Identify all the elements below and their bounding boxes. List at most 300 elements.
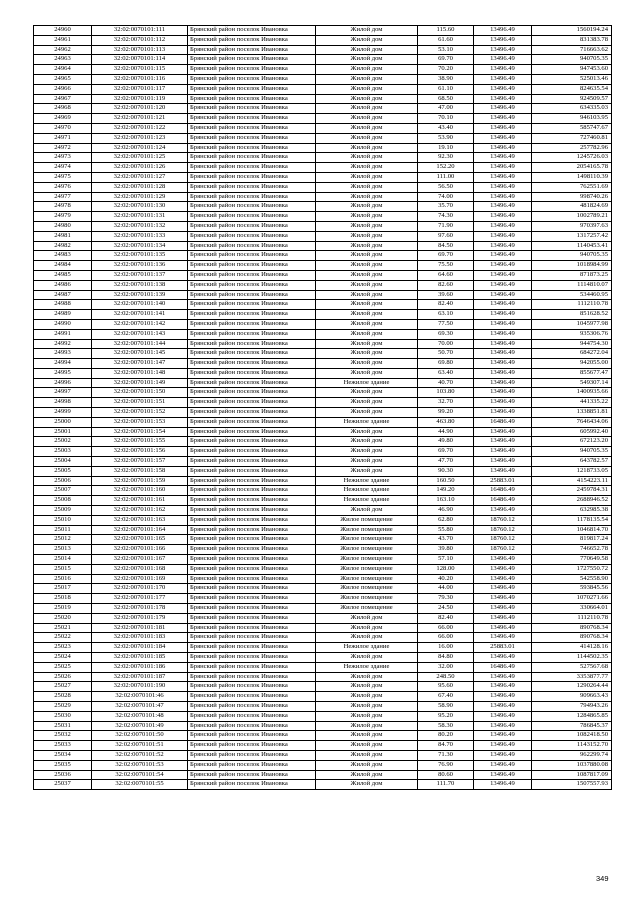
specific-value-cell: 13496.49 xyxy=(474,261,532,271)
table-row xyxy=(34,594,612,604)
specific-value-cell: 13496.49 xyxy=(474,466,532,476)
table-row xyxy=(34,123,612,133)
row-number-cell: 24988 xyxy=(34,300,92,310)
cadastral-value-cell: 786845.37 xyxy=(532,721,612,731)
area-cell: 82.60 xyxy=(418,280,474,290)
object-type-cell: Жилой дом xyxy=(316,114,418,124)
address-cell: Брянский район поселок Ивановка xyxy=(188,35,316,45)
table-row xyxy=(34,417,612,427)
specific-value-cell: 13496.49 xyxy=(474,55,532,65)
cadastral-value-cell: 1400935.66 xyxy=(532,388,612,398)
area-cell: 149.20 xyxy=(418,486,474,496)
area-cell: 39.80 xyxy=(418,545,474,555)
specific-value-cell: 13496.49 xyxy=(474,721,532,731)
table-row xyxy=(34,182,612,192)
cadastral-value-cell: 1114810.07 xyxy=(532,280,612,290)
address-cell: Брянский район поселок Ивановка xyxy=(188,741,316,751)
address-cell: Брянский район поселок Ивановка xyxy=(188,613,316,623)
address-cell: Брянский район поселок Ивановка xyxy=(188,770,316,780)
row-number-cell: 24975 xyxy=(34,172,92,182)
row-number-cell: 25021 xyxy=(34,623,92,633)
cadastral-number-cell: 32:02:0070101:119 xyxy=(92,94,188,104)
table-row xyxy=(34,349,612,359)
table-row xyxy=(34,486,612,496)
area-cell: 39.60 xyxy=(418,290,474,300)
area-cell: 69.70 xyxy=(418,55,474,65)
object-type-cell: Жилое помещение xyxy=(316,555,418,565)
table-row xyxy=(34,143,612,153)
area-cell: 70.10 xyxy=(418,114,474,124)
address-cell: Брянский район поселок Ивановка xyxy=(188,270,316,280)
cadastral-value-cell: 330664.01 xyxy=(532,604,612,614)
specific-value-cell: 13496.49 xyxy=(474,653,532,663)
area-cell: 90.30 xyxy=(418,466,474,476)
cadastral-number-cell: 32:02:0070101:150 xyxy=(92,388,188,398)
address-cell: Брянский район поселок Ивановка xyxy=(188,251,316,261)
area-cell: 71.90 xyxy=(418,221,474,231)
specific-value-cell: 13496.49 xyxy=(474,251,532,261)
object-type-cell: Жилой дом xyxy=(316,437,418,447)
cadastral-value-cell: 1507557.93 xyxy=(532,780,612,790)
cadastral-number-cell: 32:02:0070101:133 xyxy=(92,231,188,241)
cadastral-number-cell: 32:02:0070101:166 xyxy=(92,545,188,555)
object-type-cell: Жилой дом xyxy=(316,770,418,780)
cadastral-number-cell: 32:02:0070101:138 xyxy=(92,280,188,290)
specific-value-cell: 13496.49 xyxy=(474,408,532,418)
cadastral-value-cell: 672123.20 xyxy=(532,437,612,447)
table-row xyxy=(34,662,612,672)
area-cell: 55.80 xyxy=(418,525,474,535)
cadastral-value-cell: 1143152.70 xyxy=(532,741,612,751)
cadastral-value-cell: 593845.56 xyxy=(532,584,612,594)
specific-value-cell: 13496.49 xyxy=(474,35,532,45)
table-row xyxy=(34,564,612,574)
row-number-cell: 25014 xyxy=(34,555,92,565)
address-cell: Брянский район поселок Ивановка xyxy=(188,388,316,398)
cadastral-value-cell: 1338851.81 xyxy=(532,408,612,418)
specific-value-cell: 13496.49 xyxy=(474,319,532,329)
object-type-cell: Жилой дом xyxy=(316,633,418,643)
address-cell: Брянский район поселок Ивановка xyxy=(188,525,316,535)
table-row xyxy=(34,515,612,525)
table-row xyxy=(34,163,612,173)
row-number-cell: 24968 xyxy=(34,104,92,114)
table-row xyxy=(34,731,612,741)
specific-value-cell: 13496.49 xyxy=(474,741,532,751)
table-row xyxy=(34,55,612,65)
cadastral-number-cell: 32:02:0070101:125 xyxy=(92,153,188,163)
table-row xyxy=(34,280,612,290)
row-number-cell: 25001 xyxy=(34,427,92,437)
address-cell: Брянский район поселок Ивановка xyxy=(188,290,316,300)
cadastral-value-cell: 855677.47 xyxy=(532,368,612,378)
specific-value-cell: 13496.49 xyxy=(474,584,532,594)
cadastral-value-cell: 1178135.54 xyxy=(532,515,612,525)
area-cell: 115.60 xyxy=(418,26,474,36)
row-number-cell: 24986 xyxy=(34,280,92,290)
specific-value-cell: 13496.49 xyxy=(474,290,532,300)
cadastral-number-cell: 32:02:0070101:52 xyxy=(92,750,188,760)
table-row xyxy=(34,388,612,398)
area-cell: 19.10 xyxy=(418,143,474,153)
cadastral-value-cell: 871873.25 xyxy=(532,270,612,280)
address-cell: Брянский район поселок Ивановка xyxy=(188,653,316,663)
cadastral-value-table xyxy=(33,25,612,790)
object-type-cell: Жилое помещение xyxy=(316,535,418,545)
cadastral-number-cell: 32:02:0070101:170 xyxy=(92,584,188,594)
object-type-cell: Жилой дом xyxy=(316,133,418,143)
object-type-cell: Жилой дом xyxy=(316,241,418,251)
row-number-cell: 24977 xyxy=(34,192,92,202)
cadastral-number-cell: 32:02:0070101:55 xyxy=(92,780,188,790)
cadastral-value-cell: 1112110.78 xyxy=(532,613,612,623)
cadastral-number-cell: 32:02:0070101:163 xyxy=(92,515,188,525)
row-number-cell: 24983 xyxy=(34,251,92,261)
row-number-cell: 24976 xyxy=(34,182,92,192)
table-row xyxy=(34,192,612,202)
object-type-cell: Нежилое здание xyxy=(316,662,418,672)
cadastral-value-cell: 1082418.50 xyxy=(532,731,612,741)
cadastral-number-cell: 32:02:0070101:54 xyxy=(92,770,188,780)
address-cell: Брянский район поселок Ивановка xyxy=(188,672,316,682)
area-cell: 32.70 xyxy=(418,398,474,408)
table-row xyxy=(34,672,612,682)
object-type-cell: Жилой дом xyxy=(316,349,418,359)
cadastral-value-cell: 1087817.09 xyxy=(532,770,612,780)
row-number-cell: 24978 xyxy=(34,202,92,212)
table-row xyxy=(34,104,612,114)
row-number-cell: 24994 xyxy=(34,359,92,369)
row-number-cell: 24995 xyxy=(34,368,92,378)
cadastral-number-cell: 32:02:0070101:51 xyxy=(92,741,188,751)
specific-value-cell: 13496.49 xyxy=(474,172,532,182)
table-row xyxy=(34,378,612,388)
specific-value-cell: 18760.12 xyxy=(474,545,532,555)
cadastral-number-cell: 32:02:0070101:181 xyxy=(92,623,188,633)
cadastral-number-cell: 32:02:0070101:157 xyxy=(92,457,188,467)
object-type-cell: Нежилое здание xyxy=(316,486,418,496)
table-row xyxy=(34,261,612,271)
address-cell: Брянский район поселок Ивановка xyxy=(188,143,316,153)
table-row xyxy=(34,84,612,94)
area-cell: 44.90 xyxy=(418,427,474,437)
address-cell: Брянский район поселок Ивановка xyxy=(188,339,316,349)
object-type-cell: Жилой дом xyxy=(316,613,418,623)
cadastral-value-cell: 831383.78 xyxy=(532,35,612,45)
address-cell: Брянский район поселок Ивановка xyxy=(188,564,316,574)
row-number-cell: 24960 xyxy=(34,26,92,36)
specific-value-cell: 13496.49 xyxy=(474,114,532,124)
address-cell: Брянский район поселок Ивановка xyxy=(188,604,316,614)
address-cell: Брянский район поселок Ивановка xyxy=(188,368,316,378)
row-number-cell: 25017 xyxy=(34,584,92,594)
table-row xyxy=(34,300,612,310)
cadastral-number-cell: 32:02:0070101:120 xyxy=(92,104,188,114)
area-cell: 160.50 xyxy=(418,476,474,486)
specific-value-cell: 13496.49 xyxy=(474,65,532,75)
specific-value-cell: 13496.49 xyxy=(474,633,532,643)
table-row xyxy=(34,457,612,467)
row-number-cell: 25004 xyxy=(34,457,92,467)
address-cell: Брянский район поселок Ивановка xyxy=(188,662,316,672)
row-number-cell: 25020 xyxy=(34,613,92,623)
row-number-cell: 25019 xyxy=(34,604,92,614)
cadastral-value-cell: 414128.16 xyxy=(532,643,612,653)
cadastral-value-cell: 534460.95 xyxy=(532,290,612,300)
table-row xyxy=(34,476,612,486)
row-number-cell: 25007 xyxy=(34,486,92,496)
object-type-cell: Жилой дом xyxy=(316,339,418,349)
specific-value-cell: 13496.49 xyxy=(474,388,532,398)
table-row xyxy=(34,114,612,124)
cadastral-number-cell: 32:02:0070101:159 xyxy=(92,476,188,486)
address-cell: Брянский район поселок Ивановка xyxy=(188,584,316,594)
specific-value-cell: 13496.49 xyxy=(474,182,532,192)
cadastral-value-cell: 890768.34 xyxy=(532,633,612,643)
address-cell: Брянский район поселок Ивановка xyxy=(188,701,316,711)
cadastral-number-cell: 32:02:0070101:50 xyxy=(92,731,188,741)
address-cell: Брянский район поселок Ивановка xyxy=(188,721,316,731)
row-number-cell: 24973 xyxy=(34,153,92,163)
cadastral-value-cell: 1290264.44 xyxy=(532,682,612,692)
cadastral-value-cell: 1046814.70 xyxy=(532,525,612,535)
object-type-cell: Нежилое здание xyxy=(316,643,418,653)
specific-value-cell: 16486.49 xyxy=(474,417,532,427)
address-cell: Брянский район поселок Ивановка xyxy=(188,280,316,290)
area-cell: 128.00 xyxy=(418,564,474,574)
area-cell: 69.70 xyxy=(418,447,474,457)
area-cell: 49.80 xyxy=(418,437,474,447)
object-type-cell: Жилой дом xyxy=(316,143,418,153)
object-type-cell: Жилой дом xyxy=(316,261,418,271)
row-number-cell: 24961 xyxy=(34,35,92,45)
address-cell: Брянский район поселок Ивановка xyxy=(188,231,316,241)
object-type-cell: Жилой дом xyxy=(316,231,418,241)
cadastral-number-cell: 32:02:0070101:186 xyxy=(92,662,188,672)
specific-value-cell: 16486.49 xyxy=(474,496,532,506)
specific-value-cell: 13496.49 xyxy=(474,368,532,378)
specific-value-cell: 13496.49 xyxy=(474,682,532,692)
area-cell: 53.10 xyxy=(418,45,474,55)
row-number-cell: 25026 xyxy=(34,672,92,682)
cadastral-number-cell: 32:02:0070101:46 xyxy=(92,692,188,702)
specific-value-cell: 13496.49 xyxy=(474,84,532,94)
area-cell: 163.10 xyxy=(418,496,474,506)
specific-value-cell: 13496.49 xyxy=(474,45,532,55)
object-type-cell: Жилой дом xyxy=(316,270,418,280)
cadastral-number-cell: 32:02:0070101:135 xyxy=(92,251,188,261)
area-cell: 111.70 xyxy=(418,780,474,790)
cadastral-number-cell: 32:02:0070101:158 xyxy=(92,466,188,476)
object-type-cell: Жилой дом xyxy=(316,123,418,133)
cadastral-value-cell: 1144502.35 xyxy=(532,653,612,663)
row-number-cell: 24982 xyxy=(34,241,92,251)
cadastral-value-cell: 946103.95 xyxy=(532,114,612,124)
address-cell: Брянский район поселок Ивановка xyxy=(188,496,316,506)
cadastral-number-cell: 32:02:0070101:130 xyxy=(92,202,188,212)
specific-value-cell: 13496.49 xyxy=(474,672,532,682)
table-row xyxy=(34,270,612,280)
cadastral-value-cell: 940705.35 xyxy=(532,251,612,261)
specific-value-cell: 13496.49 xyxy=(474,94,532,104)
row-number-cell: 24989 xyxy=(34,310,92,320)
table-row xyxy=(34,368,612,378)
cadastral-number-cell: 32:02:0070101:153 xyxy=(92,417,188,427)
cadastral-value-cell: 4154223.11 xyxy=(532,476,612,486)
cadastral-number-cell: 32:02:0070101:167 xyxy=(92,555,188,565)
object-type-cell: Жилой дом xyxy=(316,163,418,173)
table-row xyxy=(34,437,612,447)
cadastral-value-cell: 1140453.41 xyxy=(532,241,612,251)
cadastral-number-cell: 32:02:0070101:141 xyxy=(92,310,188,320)
area-cell: 68.50 xyxy=(418,94,474,104)
address-cell: Брянский район поселок Ивановка xyxy=(188,84,316,94)
address-cell: Брянский район поселок Ивановка xyxy=(188,535,316,545)
table-row xyxy=(34,770,612,780)
cadastral-value-cell: 1498110.39 xyxy=(532,172,612,182)
address-cell: Брянский район поселок Ивановка xyxy=(188,711,316,721)
row-number-cell: 25031 xyxy=(34,721,92,731)
cadastral-value-cell: 481824.69 xyxy=(532,202,612,212)
address-cell: Брянский район поселок Ивановка xyxy=(188,55,316,65)
specific-value-cell: 25883.01 xyxy=(474,476,532,486)
cadastral-number-cell: 32:02:0070101:117 xyxy=(92,84,188,94)
cadastral-value-cell: 1070271.66 xyxy=(532,594,612,604)
cadastral-number-cell: 32:02:0070101:151 xyxy=(92,398,188,408)
address-cell: Брянский район поселок Ивановка xyxy=(188,104,316,114)
address-cell: Брянский район поселок Ивановка xyxy=(188,241,316,251)
area-cell: 69.30 xyxy=(418,329,474,339)
cadastral-number-cell: 32:02:0070101:152 xyxy=(92,408,188,418)
object-type-cell: Жилой дом xyxy=(316,290,418,300)
specific-value-cell: 13496.49 xyxy=(474,457,532,467)
area-cell: 58.90 xyxy=(418,701,474,711)
area-cell: 53.90 xyxy=(418,133,474,143)
cadastral-number-cell: 32:02:0070101:129 xyxy=(92,192,188,202)
table-row xyxy=(34,535,612,545)
object-type-cell: Жилой дом xyxy=(316,202,418,212)
table-row xyxy=(34,711,612,721)
specific-value-cell: 13496.49 xyxy=(474,241,532,251)
specific-value-cell: 18760.12 xyxy=(474,525,532,535)
specific-value-cell: 13496.49 xyxy=(474,506,532,516)
specific-value-cell: 13496.49 xyxy=(474,398,532,408)
row-number-cell: 24970 xyxy=(34,123,92,133)
table-row xyxy=(34,45,612,55)
table-row xyxy=(34,133,612,143)
row-number-cell: 25028 xyxy=(34,692,92,702)
area-cell: 84.50 xyxy=(418,241,474,251)
cadastral-number-cell: 32:02:0070101:124 xyxy=(92,143,188,153)
cadastral-value-cell: 2054165.78 xyxy=(532,163,612,173)
cadastral-value-cell: 2688946.52 xyxy=(532,496,612,506)
cadastral-value-cell: 585747.67 xyxy=(532,123,612,133)
specific-value-cell: 13496.49 xyxy=(474,574,532,584)
cadastral-value-cell: 3353877.77 xyxy=(532,672,612,682)
object-type-cell: Жилой дом xyxy=(316,329,418,339)
row-number-cell: 25005 xyxy=(34,466,92,476)
cadastral-value-cell: 1112110.78 xyxy=(532,300,612,310)
cadastral-value-cell: 924509.57 xyxy=(532,94,612,104)
object-type-cell: Жилой дом xyxy=(316,672,418,682)
cadastral-value-cell: 998740.26 xyxy=(532,192,612,202)
cadastral-value-cell: 257782.96 xyxy=(532,143,612,153)
address-cell: Брянский район поселок Ивановка xyxy=(188,545,316,555)
table-row xyxy=(34,310,612,320)
specific-value-cell: 13496.49 xyxy=(474,74,532,84)
area-cell: 47.70 xyxy=(418,457,474,467)
address-cell: Брянский район поселок Ивановка xyxy=(188,153,316,163)
object-type-cell: Жилой дом xyxy=(316,427,418,437)
row-number-cell: 25018 xyxy=(34,594,92,604)
table-row xyxy=(34,741,612,751)
area-cell: 76.90 xyxy=(418,760,474,770)
address-cell: Брянский район поселок Ивановка xyxy=(188,45,316,55)
address-cell: Брянский район поселок Ивановка xyxy=(188,437,316,447)
cadastral-number-cell: 32:02:0070101:111 xyxy=(92,26,188,36)
object-type-cell: Жилой дом xyxy=(316,74,418,84)
cadastral-value-cell: 940705.35 xyxy=(532,55,612,65)
table-row xyxy=(34,525,612,535)
table-row xyxy=(34,613,612,623)
row-number-cell: 25033 xyxy=(34,741,92,751)
address-cell: Брянский район поселок Ивановка xyxy=(188,506,316,516)
specific-value-cell: 13496.49 xyxy=(474,555,532,565)
area-cell: 43.70 xyxy=(418,535,474,545)
row-number-cell: 25009 xyxy=(34,506,92,516)
cadastral-number-cell: 32:02:0070101:148 xyxy=(92,368,188,378)
cadastral-value-cell: 947453.60 xyxy=(532,65,612,75)
area-cell: 63.10 xyxy=(418,310,474,320)
cadastral-value-cell: 542558.90 xyxy=(532,574,612,584)
cadastral-value-cell: 441335.22 xyxy=(532,398,612,408)
area-cell: 80.60 xyxy=(418,770,474,780)
cadastral-number-cell: 32:02:0070101:154 xyxy=(92,427,188,437)
row-number-cell: 24964 xyxy=(34,65,92,75)
cadastral-value-cell: 762551.69 xyxy=(532,182,612,192)
row-number-cell: 24991 xyxy=(34,329,92,339)
object-type-cell: Жилой дом xyxy=(316,506,418,516)
cadastral-number-cell: 32:02:0070101:137 xyxy=(92,270,188,280)
cadastral-number-cell: 32:02:0070101:169 xyxy=(92,574,188,584)
table-row xyxy=(34,643,612,653)
address-cell: Брянский район поселок Ивановка xyxy=(188,408,316,418)
specific-value-cell: 13496.49 xyxy=(474,153,532,163)
object-type-cell: Жилой дом xyxy=(316,721,418,731)
area-cell: 74.30 xyxy=(418,212,474,222)
specific-value-cell: 13496.49 xyxy=(474,427,532,437)
cadastral-value-cell: 684272.04 xyxy=(532,349,612,359)
object-type-cell: Жилой дом xyxy=(316,447,418,457)
address-cell: Брянский район поселок Ивановка xyxy=(188,133,316,143)
specific-value-cell: 13496.49 xyxy=(474,750,532,760)
specific-value-cell: 13496.49 xyxy=(474,623,532,633)
cadastral-value-cell: 942055.00 xyxy=(532,359,612,369)
object-type-cell: Жилой дом xyxy=(316,192,418,202)
area-cell: 95.20 xyxy=(418,711,474,721)
area-cell: 38.90 xyxy=(418,74,474,84)
object-type-cell: Жилой дом xyxy=(316,388,418,398)
cadastral-number-cell: 32:02:0070101:168 xyxy=(92,564,188,574)
area-cell: 69.80 xyxy=(418,359,474,369)
row-number-cell: 24996 xyxy=(34,378,92,388)
row-number-cell: 24979 xyxy=(34,212,92,222)
area-cell: 56.50 xyxy=(418,182,474,192)
object-type-cell: Жилое помещение xyxy=(316,604,418,614)
address-cell: Брянский район поселок Ивановка xyxy=(188,692,316,702)
address-cell: Брянский район поселок Ивановка xyxy=(188,427,316,437)
row-number-cell: 25002 xyxy=(34,437,92,447)
